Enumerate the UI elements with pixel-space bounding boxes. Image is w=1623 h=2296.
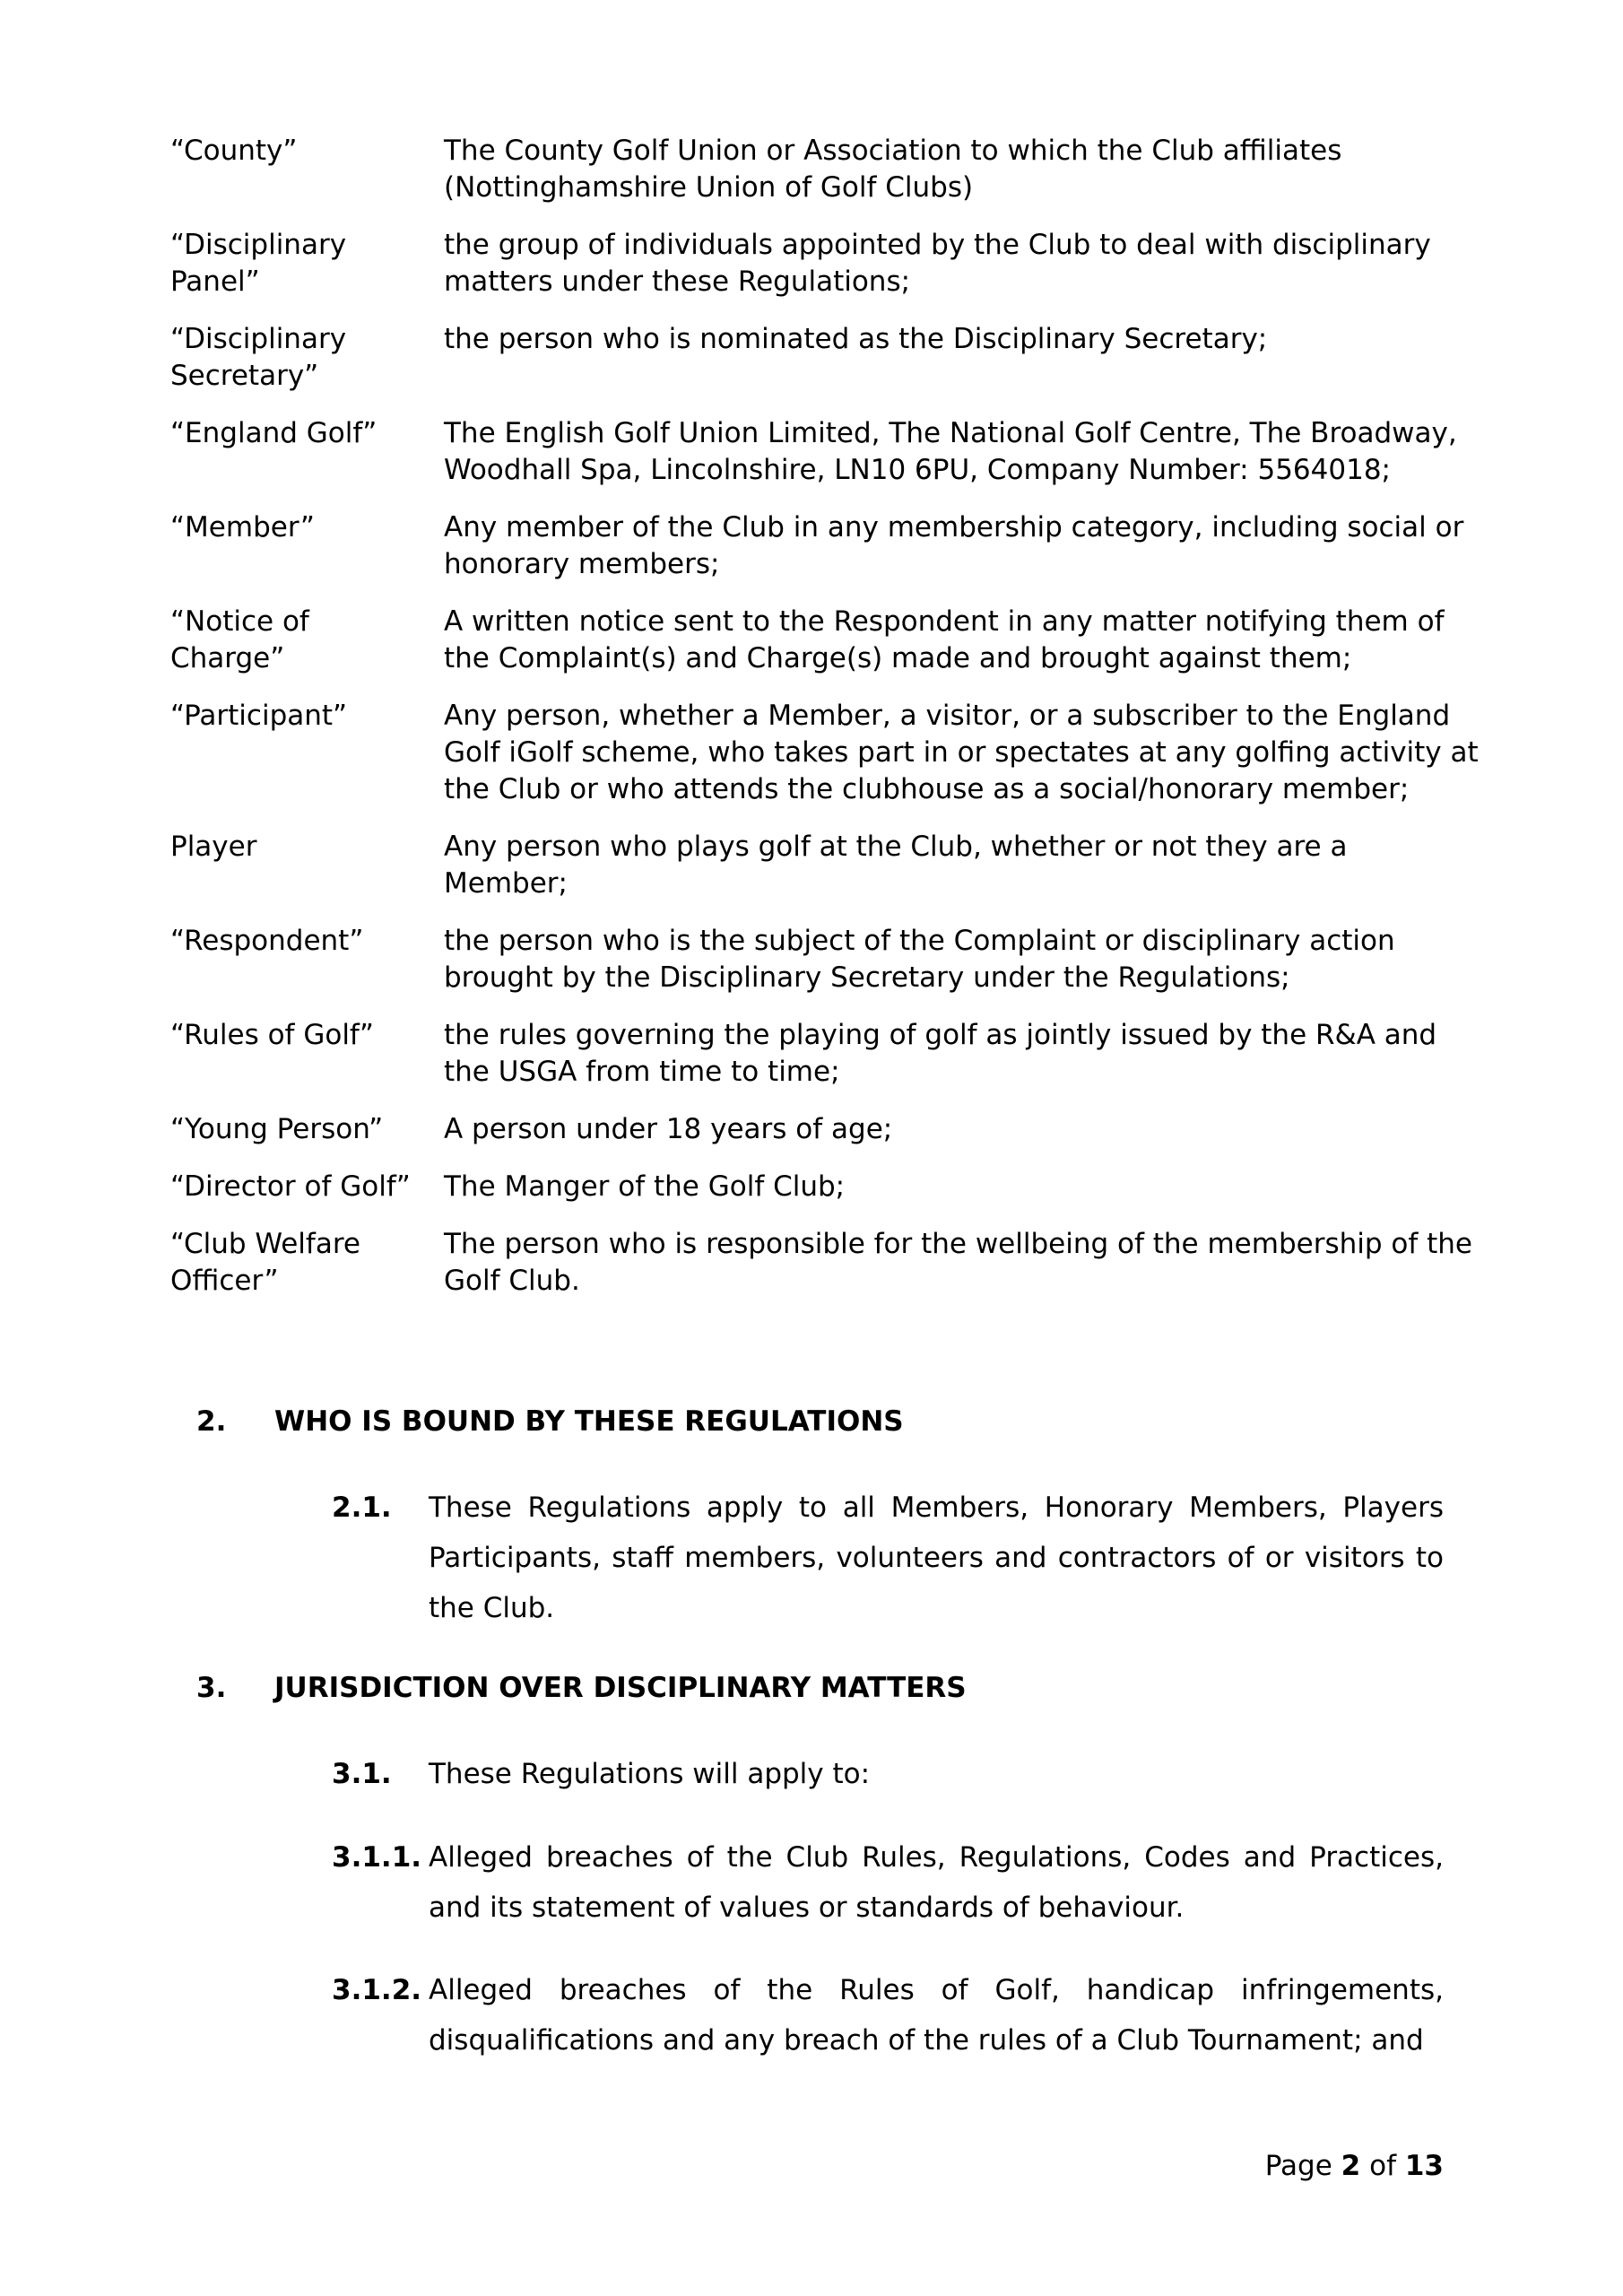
clause-text: Alleged breaches of the Club Rules, Regulations, Codes and Practices, and its statement of values or standards of behaviour. xyxy=(429,1841,1444,1924)
definition-term: “Rules of Golf” xyxy=(170,1019,374,1051)
clause-text: These Regulations will apply to: xyxy=(429,1758,871,1790)
definition-term: “Disciplinary Panel” xyxy=(170,229,347,298)
clause xyxy=(332,1832,1444,1933)
definition-text: the group of individuals appointed by the Club to deal with disciplinary matters under these Regulations; xyxy=(444,229,1431,298)
page-footer xyxy=(1265,2148,1444,2185)
definition-text: Any member of the Club in any membership category, including social or honorary members; xyxy=(444,511,1464,580)
section-number: 2. xyxy=(196,1405,227,1438)
clause-number: 3.1.1. xyxy=(332,1841,422,1874)
page-current: 2 xyxy=(1341,2150,1361,2182)
definition-row xyxy=(170,1111,1480,1148)
definition-text: The person who is responsible for the wellbeing of the membership of the Golf Club. xyxy=(444,1228,1472,1297)
clause xyxy=(332,1483,1444,1633)
definition-row xyxy=(170,133,1480,206)
definition-term: Player xyxy=(170,831,257,863)
section-number: 3. xyxy=(196,1672,227,1704)
definition-row xyxy=(170,227,1480,300)
definition-term: “Disciplinary Secretary” xyxy=(170,323,347,392)
definition-term: “Notice of Charge” xyxy=(170,605,309,674)
definition-text: Any person who plays golf at the Club, whether or not they are a Member; xyxy=(444,831,1348,900)
definition-term: “Respondent” xyxy=(170,925,364,957)
definition-row xyxy=(170,698,1480,808)
clause xyxy=(332,1965,1444,2066)
definition-text: Any person, whether a Member, a visitor, or a subscriber to the England Golf iGolf scheme, who takes part in or spectates at any golfing activity at the Club or who attends the clubhouse as a social/honorary member; xyxy=(444,700,1479,805)
definition-term: “County” xyxy=(170,135,298,167)
definition-term: “England Golf” xyxy=(170,417,378,449)
definition-term: “Member” xyxy=(170,511,315,544)
definition-text: the person who is nominated as the Disciplinary Secretary; xyxy=(444,323,1268,355)
clause xyxy=(332,1749,1444,1799)
section-title: JURISDICTION OVER DISCIPLINARY MATTERS xyxy=(274,1672,967,1704)
definition-row xyxy=(170,415,1480,489)
definition-row xyxy=(170,321,1480,395)
clause-number: 3.1.2. xyxy=(332,1974,422,2006)
definition-row xyxy=(170,509,1480,583)
section-heading xyxy=(196,1404,904,1440)
clause-text: These Regulations apply to all Members, Honorary Members, Players Participants, staff members, volunteers and contractors of or visitors to the Club. xyxy=(429,1492,1444,1624)
definition-row xyxy=(170,1169,1480,1205)
section-heading xyxy=(196,1670,967,1707)
definition-term: “Young Person” xyxy=(170,1113,384,1145)
definition-term: “Club Welfare Officer” xyxy=(170,1228,360,1297)
definition-text: The County Golf Union or Association to which the Club affiliates (Nottinghamshire Union of Golf Clubs) xyxy=(444,135,1342,204)
definition-row xyxy=(170,604,1480,677)
page-total: 13 xyxy=(1404,2150,1444,2182)
definition-text: The English Golf Union Limited, The National Golf Centre, The Broadway, Woodhall Spa, Lincolnshire, LN10 6PU, Company Number: 5564018; xyxy=(444,417,1457,486)
definition-text: A person under 18 years of age; xyxy=(444,1113,893,1145)
page-label: Page xyxy=(1264,2150,1332,2182)
definition-text: A written notice sent to the Respondent in any matter notifying them of the Complaint(s) and Charge(s) made and brought against them; xyxy=(444,605,1445,674)
definition-text: the person who is the subject of the Complaint or disciplinary action brought by the Disciplinary Secretary under the Regulations; xyxy=(444,925,1395,994)
definition-row xyxy=(170,1017,1480,1091)
definition-term: “Director of Golf” xyxy=(170,1170,411,1203)
definition-row xyxy=(170,923,1480,996)
definition-term: “Participant” xyxy=(170,700,348,732)
definitions-list xyxy=(170,133,1480,1320)
definition-row xyxy=(170,1226,1480,1300)
clause-number: 3.1. xyxy=(332,1758,392,1790)
clause-text: Alleged breaches of the Rules of Golf, handicap infringements, disqualifications and any breach of the rules of a Club Tournament; and xyxy=(429,1974,1444,2057)
section-title: WHO IS BOUND BY THESE REGULATIONS xyxy=(274,1405,904,1438)
definition-row xyxy=(170,829,1480,902)
definition-text: the rules governing the playing of golf as jointly issued by the R&A and the USGA from time to time; xyxy=(444,1019,1437,1088)
definition-text: The Manger of the Golf Club; xyxy=(444,1170,846,1203)
of-label: of xyxy=(1369,2150,1396,2182)
clause-number: 2.1. xyxy=(332,1492,392,1524)
